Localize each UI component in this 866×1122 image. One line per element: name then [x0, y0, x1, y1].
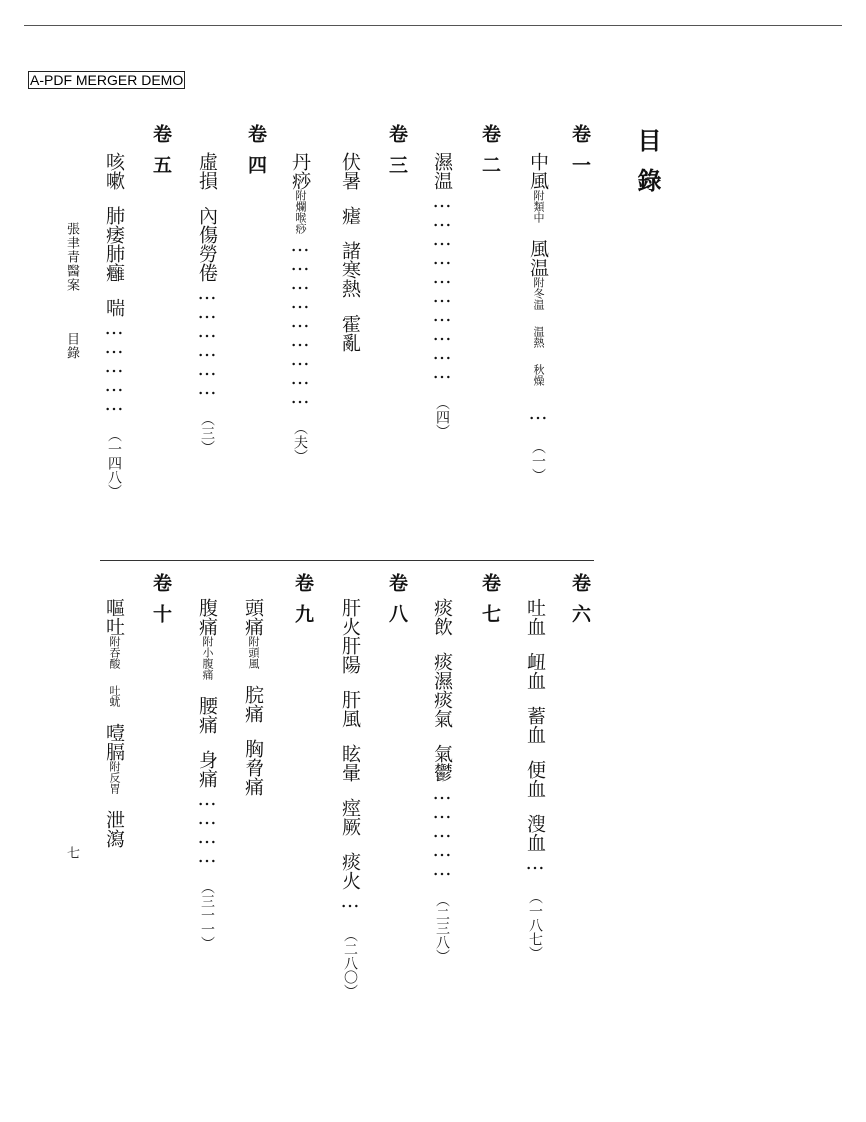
juan-label-8: 卷八 — [386, 573, 408, 635]
toc-entry-juan7: 痰飲痰濕痰氣氣鬱……………（二三八） — [431, 598, 453, 963]
toc-entry-juan6: 吐血衄血蓄血便血溲血…（一八七） — [524, 598, 546, 960]
toc-entry-juan3-b: 丹痧附爛喉痧………………………（夫） — [289, 152, 311, 463]
juan-label-10: 卷十 — [150, 573, 172, 635]
toc-entry-juan4: 虛損內傷勞倦………………（三） — [196, 152, 218, 454]
page-number: 七 — [64, 846, 79, 860]
running-title: 張聿青醫案 — [64, 222, 79, 292]
toc-entry-juan8: 肝火肝陽肝風眩暈痙厥痰火…（二八〇） — [339, 598, 361, 998]
juan-label-2: 卷二 — [479, 124, 501, 186]
juan-label-5: 卷五 — [150, 124, 172, 186]
top-rule — [24, 25, 842, 26]
juan-label-4: 卷四 — [245, 124, 267, 186]
juan-label-9: 卷九 — [292, 573, 314, 635]
toc-entry-juan1: 中風附類中風温附冬温温熱秋燥…（一） — [527, 152, 549, 482]
toc-entry-juan5: 咳嗽肺痿肺癰喘……………（一四八） — [103, 152, 125, 498]
juan-label-6: 卷六 — [569, 573, 591, 635]
running-section: 目錄 — [64, 332, 79, 360]
section-divider — [100, 560, 594, 561]
watermark-banner: A-PDF MERGER DEMO — [30, 72, 184, 88]
toc-entry-juan9-b: 腹痛附小腹痛腰痛身痛…………（三一一） — [196, 598, 218, 950]
toc-entry-juan2: 濕温…………………………（四） — [431, 152, 453, 438]
juan-label-7: 卷七 — [479, 573, 501, 635]
toc-entry-juan10: 嘔吐附吞酸吐蚘噎膈附反胃泄瀉 — [103, 598, 125, 848]
toc-entry-juan9-a: 頭痛附頭風脘痛胸脅痛 — [242, 598, 264, 796]
page-title: 目錄 — [633, 128, 662, 208]
juan-label-1: 卷一 — [569, 124, 591, 186]
toc-entry-juan3-a: 伏暑瘧諸寒熱霍亂 — [339, 152, 361, 352]
juan-label-3: 卷三 — [386, 124, 408, 186]
